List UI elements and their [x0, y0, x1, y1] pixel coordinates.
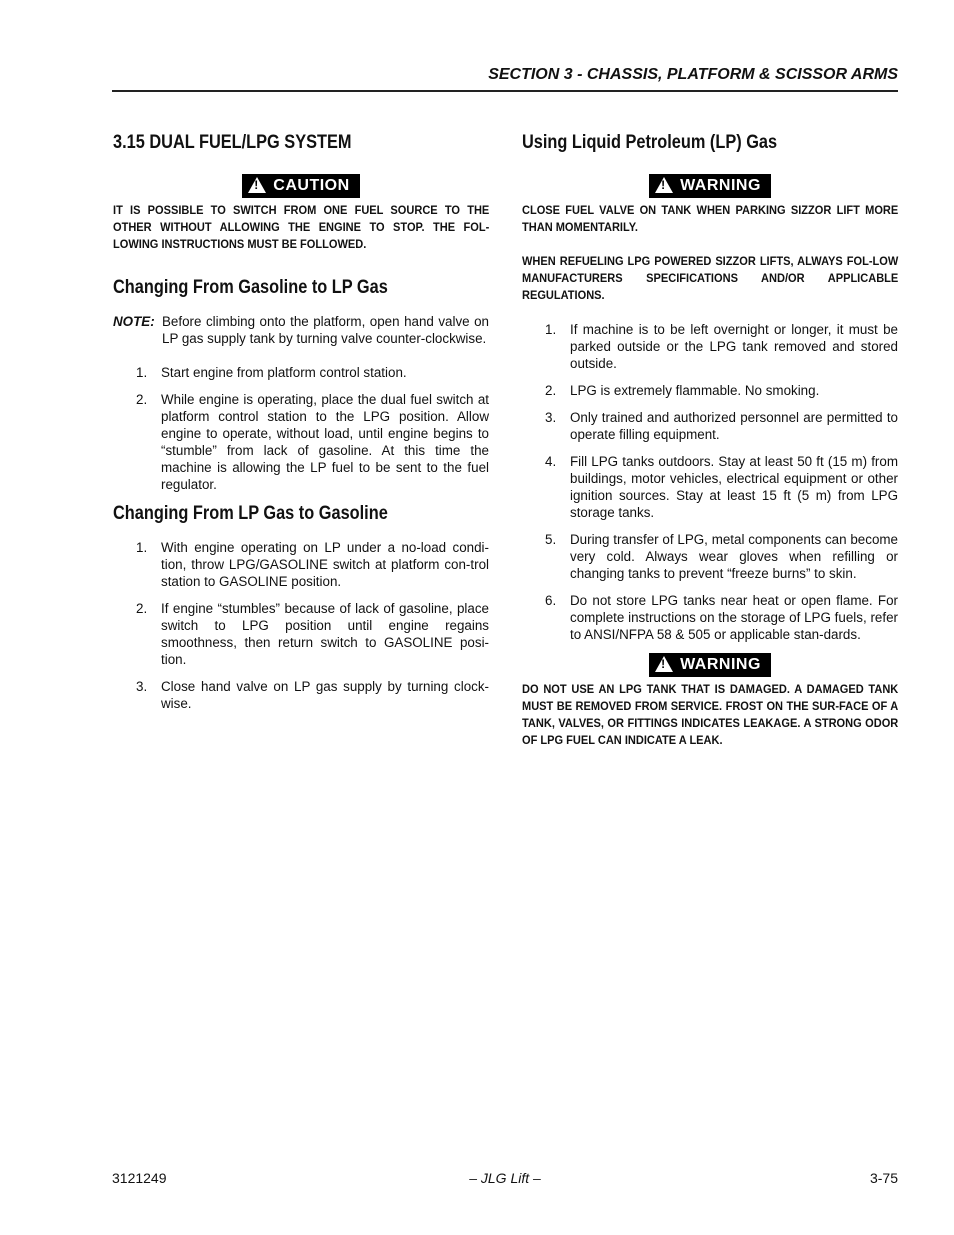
page-number: 3-75	[869, 1170, 898, 1186]
list-item	[522, 382, 898, 399]
list-item	[522, 409, 898, 443]
step-text: Do not store LPG tanks near heat or open flame. For complete instructions on the storage of LPG fuels, refer to ANSI/NFPA 58 & 505 or applicable stan-dards.	[570, 593, 898, 642]
note-text: Before climbing onto the platform, open hand valve on LP gas supply tank by turning valve counter-clockwise.	[162, 314, 489, 346]
list-item	[522, 453, 898, 521]
warning-badge-2	[649, 653, 771, 677]
list-item	[113, 678, 489, 712]
right-column	[522, 132, 898, 749]
step-text: During transfer of LPG, metal components can become very cold. Always wear gloves when refilling or changing tanks to prevent “freeze burns” to skin.	[570, 532, 898, 581]
subheading-lp-to-gas: Changing From LP Gas to Gasoline	[113, 503, 388, 524]
warning-text-1: CLOSE FUEL VALVE ON TANK WHEN PARKING SIZZOR LIFT MORE THAN MOMENTARILY.	[522, 203, 899, 234]
step-text: Only trained and authorized personnel are permitted to operate filling equipment.	[570, 410, 898, 442]
step-text: If engine “stumbles” because of lack of gasoline, place switch to LPG position until engine regains smoothness, then return switch to GASOLINE posi-tion.	[161, 601, 489, 667]
warning-text-3: DO NOT USE AN LPG TANK THAT IS DAMAGED. A DAMAGED TANK MUST BE REMOVED FROM SERVICE. FROST ON THE SUR-FACE OF A TANK, VALVES, OR FITTINGS INDICATES LEAKAGE. A STRONG ODOR OF LPG FUEL CAN INDICATE A LEAK.	[522, 682, 899, 747]
section-header: SECTION 3 - CHASSIS, PLATFORM & SCISSOR ARMS	[488, 66, 898, 83]
warning-label: WARNING	[680, 177, 761, 194]
step-text: While engine is operating, place the dual fuel switch at platform control station to the LPG position. Allow engine to operate, without load, until engine begins to “stumble” from lack of gasoline. At this time the machine is allowing the LP fuel to be sent to the fuel regulator.	[161, 392, 489, 492]
step-text: With engine operating on LP under a no-load condi-tion, throw LPG/GASOLINE switch at platform con-trol station to GASOLINE position.	[161, 540, 489, 589]
step-text: LPG is extremely flammable. No smoking.	[570, 383, 820, 398]
warning-triangle-icon	[655, 656, 673, 672]
list-item	[113, 539, 489, 590]
warning-triangle-icon	[248, 177, 266, 193]
step-text: Fill LPG tanks outdoors. Stay at least 50 ft (15 m) from buildings, motor vehicles, electrical equipment or other ignition sources. Stay at least 15 ft (5 m) from LPG storage tanks.	[570, 454, 898, 520]
lp-gas-title: Using Liquid Petroleum (LP) Gas	[522, 132, 778, 153]
step-number: 3.	[136, 679, 148, 694]
lp-to-gas-steps	[113, 539, 489, 712]
caution-text: IT IS POSSIBLE TO SWITCH FROM ONE FUEL SOURCE TO THE OTHER WITHOUT ALLOWING THE ENGINE TO STOP. THE FOL-LOWING INSTRUCTIONS MUST BE FOLLOWED.	[113, 203, 490, 251]
note	[113, 313, 489, 347]
warning-badge-wrap	[522, 174, 898, 198]
list-item	[522, 531, 898, 582]
step-text: Start engine from platform control station.	[161, 365, 407, 380]
step-number: 3.	[545, 410, 557, 425]
warning-triangle-icon	[655, 177, 673, 193]
section-title: 3.15 DUAL FUEL/LPG SYSTEM	[113, 132, 352, 153]
step-number: 5.	[545, 532, 557, 547]
lp-gas-steps	[522, 321, 898, 643]
list-item	[113, 391, 489, 493]
step-number: 1.	[136, 365, 148, 380]
header-rule	[112, 90, 898, 92]
warning-label: WARNING	[680, 656, 761, 673]
list-item	[522, 321, 898, 372]
step-number: 1.	[136, 540, 148, 555]
gas-to-lp-steps	[113, 364, 489, 493]
list-item	[522, 592, 898, 643]
step-text: If machine is to be left overnight or longer, it must be parked outside or the LPG tank removed and stored outside.	[570, 322, 898, 371]
warning-text-2: WHEN REFUELING LPG POWERED SIZZOR LIFTS, ALWAYS FOL-LOW MANUFACTURERS SPECIFICATIONS AND/OR APPLICABLE REGULATIONS.	[522, 254, 899, 302]
document-number: 3121249	[112, 1170, 167, 1186]
step-number: 2.	[136, 392, 148, 407]
list-item	[113, 600, 489, 668]
caution-badge	[242, 174, 359, 198]
left-column	[113, 132, 489, 722]
subheading-gas-to-lp: Changing From Gasoline to LP Gas	[113, 277, 388, 298]
list-item	[113, 364, 489, 381]
warning-badge-wrap-2	[522, 653, 898, 677]
step-number: 6.	[545, 593, 557, 608]
step-number: 2.	[545, 383, 557, 398]
step-number: 2.	[136, 601, 148, 616]
footer-brand: – JLG Lift –	[469, 1170, 541, 1186]
step-text: Close hand valve on LP gas supply by turning clock-wise.	[161, 679, 489, 711]
caution-label: CAUTION	[273, 177, 350, 194]
note-label: NOTE:	[113, 314, 155, 329]
caution-badge-wrap	[113, 174, 489, 198]
warning-badge	[649, 174, 771, 198]
step-number: 1.	[545, 322, 557, 337]
step-number: 4.	[545, 454, 557, 469]
